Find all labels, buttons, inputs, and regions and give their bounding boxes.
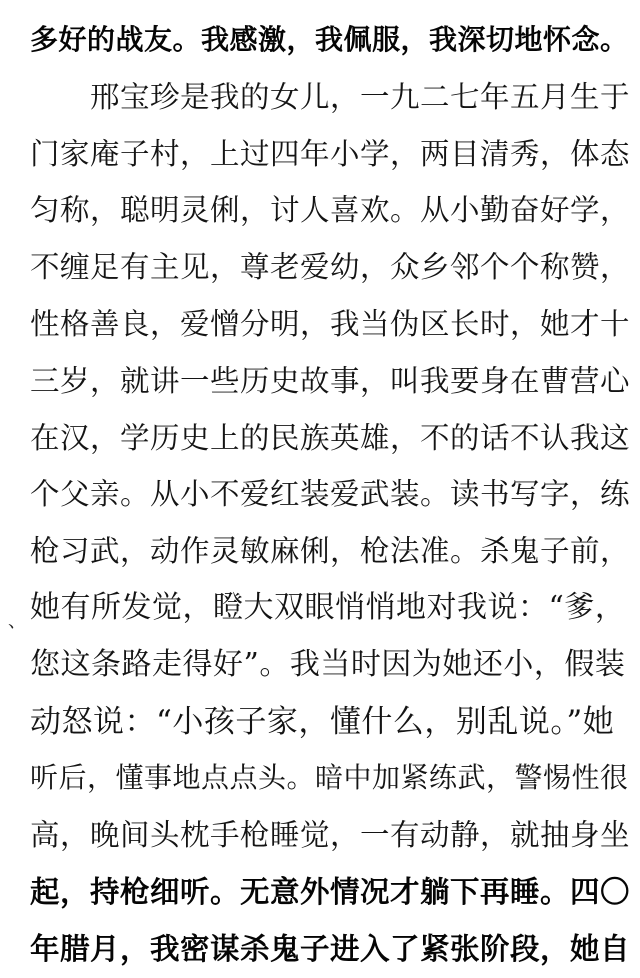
body-text xyxy=(30,12,630,978)
text-line: 起，持枪细听。无意外情况才躺下再睡。四〇 xyxy=(30,873,631,909)
text-line: 高，晚间头枕手枪睡觉，一有动静，就抽身坐 xyxy=(30,818,631,853)
text-line: 性格善良，爱憎分明，我当伪区长时，她才十 xyxy=(30,306,631,341)
text-line: 枪习武，动作灵敏麻俐，枪法准。杀鬼子前， xyxy=(30,534,631,569)
text-line: 年腊月，我密谋杀鬼子进入了紧张阶段，她自 xyxy=(30,930,631,966)
text-line: 在汉，学历史上的民族英雄，不的话不认我这 xyxy=(30,420,631,455)
text-line: 动怒说：“小孩子家，懂什么，别乱说。”她 xyxy=(30,703,615,740)
text-line: 不缠足有主见，尊老爱幼，众乡邻个个称赞， xyxy=(30,250,631,285)
text-line: 多好的战友。我感激，我佩服，我深切地怀念。 xyxy=(30,23,629,56)
text-line: 您这条路走得好”。我当时因为她还小，假装 xyxy=(30,646,626,682)
text-line: 三岁，就讲一些历史故事，叫我要身在曹营心 xyxy=(30,363,631,398)
text-line: 听后，懂事地点点头。暗中加紧练武，警惕性很 xyxy=(30,761,629,795)
text-line: 个父亲。从小不爱红装爱武装。读书写字，练 xyxy=(30,477,631,512)
text-line: 她有所发觉，瞪大双眼悄悄地对我说：“爹， xyxy=(30,589,626,625)
scan-speck: 、 xyxy=(8,611,26,632)
text-line: 门家庵子村，上过四年小学，两目清秀，体态 xyxy=(30,136,631,171)
paragraph-first-line: 邢宝珍是我的女儿，一九二七年五月生于 xyxy=(90,79,631,114)
text-line: 匀称，聪明灵俐，讨人喜欢。从小勤奋好学， xyxy=(30,193,631,228)
